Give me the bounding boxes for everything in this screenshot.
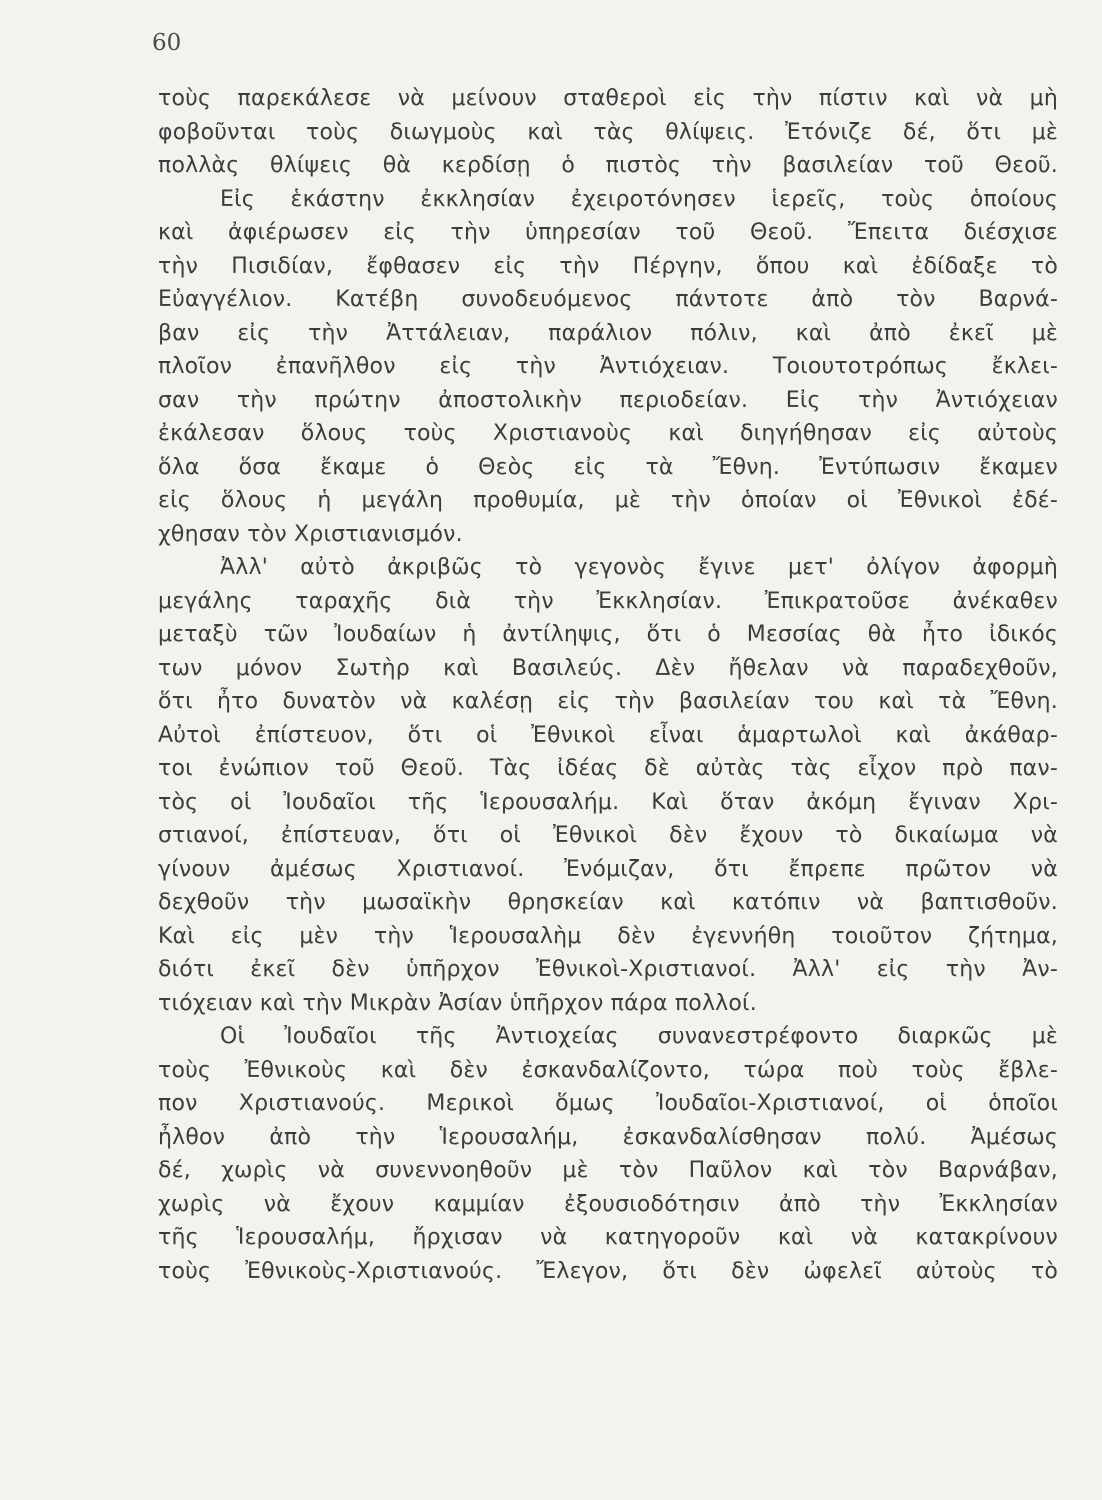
text-line: πλοῖον ἐπανῆλθον εἰς τὴν Ἀντιόχειαν. Τοιουτοτρόπως ἔκλει- <box>158 354 1058 379</box>
text-line: τιόχειαν καὶ τὴν Μικρὰν Ἀσίαν ὑπῆρχον πάρα πολλοί. <box>158 990 757 1016</box>
text-line: χθησαν τὸν Χριστιανισμόν. <box>158 521 463 547</box>
text-line: ἦλθον ἀπὸ τὴν Ἱερουσαλήμ, ἐσκανδαλίσθησαν πολύ. Ἀμέσως <box>158 1124 1058 1150</box>
text-line: στιανοί, ἐπίστευαν, ὅτι οἱ Ἐθνικοὶ δὲν ἔχουν τὸ δικαίωμα νὰ <box>158 823 1058 848</box>
text-line: πολλὰς θλίψεις θὰ κερδίσῃ ὁ πιστὸς τὴν βασιλείαν τοῦ Θεοῦ. <box>158 153 1058 178</box>
text-line: γίνουν ἀμέσως Χριστιανοί. Ἐνόμιζαν, ὅτι ἔπρεπε πρῶτον νὰ <box>158 856 1058 882</box>
text-line: μεταξὺ τῶν Ἰουδαίων ἡ ἀντίληψις, ὅτι ὁ Μεσσίας θὰ ἦτο ἰδικός <box>158 622 1058 647</box>
text-line: Αὐτοὶ ἐπίστευον, ὅτι οἱ Ἐθνικοὶ εἶναι ἁμαρτωλοὶ καὶ ἀκάθαρ- <box>158 722 1058 748</box>
text-line: δέ, χωρὶς νὰ συνεννοηθοῦν μὲ τὸν Παῦλον καὶ τὸν Βαρνάβαν, <box>158 1158 1058 1183</box>
text-line: μεγάλης ταραχῆς διὰ τὴν Ἐκκλησίαν. Ἐπικρατοῦσε ἀνέκαθεν <box>158 588 1058 614</box>
body-text <box>158 82 1058 1288</box>
text-line: βαν εἰς τὴν Ἀττάλειαν, παράλιον πόλιν, καὶ ἀπὸ ἐκεῖ μὲ <box>158 320 1058 346</box>
text-line: τὴν Πισιδίαν, ἔφθασεν εἰς τὴν Πέργην, ὅπου καὶ ἐδίδαξε τὸ <box>158 253 1058 279</box>
text-line: καὶ ἀφιέρωσεν εἰς τὴν ὑπηρεσίαν τοῦ Θεοῦ. Ἔπειτα διέσχισε <box>158 220 1058 245</box>
text-line: τῆς Ἱερουσαλήμ, ἤρχισαν νὰ κατηγοροῦν καὶ νὰ κατακρίνουν <box>158 1225 1058 1250</box>
text-line: Εὐαγγέλιον. Κατέβη συνοδευόμενος πάντοτε ἀπὸ τὸν Βαρνά- <box>158 287 1058 312</box>
text-line: ὅλα ὅσα ἔκαμε ὁ Θεὸς εἰς τὰ Ἔθνη. Ἐντύπωσιν ἔκαμεν <box>158 454 1058 480</box>
text-line: των μόνον Σωτὴρ καὶ Βασιλεύς. Δὲν ἤθελαν νὰ παραδεχθοῦν, <box>158 655 1058 681</box>
text-line: τοὺς Ἐθνικοὺς-Χριστιανούς. Ἔλεγον, ὅτι δὲν ὠφελεῖ αὐτοὺς τὸ <box>158 1258 1058 1284</box>
text-line: Εἰς ἑκάστην ἐκκλησίαν ἐχειροτόνησεν ἱερεῖς, τοὺς ὁποίους <box>220 186 1058 212</box>
page-number: 60 <box>152 30 182 56</box>
text-line: σαν τὴν πρώτην ἀποστολικὴν περιοδείαν. Εἰς τὴν Ἀντιόχειαν <box>158 387 1058 413</box>
text-line: εἰς ὅλους ἡ μεγάλη προθυμία, μὲ τὴν ὁποίαν οἱ Ἐθνικοὶ ἐδέ- <box>158 488 1058 513</box>
text-line: διότι ἐκεῖ δὲν ὑπῆρχον Ἐθνικοὶ-Χριστιανοί. Ἀλλ' εἰς τὴν Ἀν- <box>158 957 1058 982</box>
text-line: ὅτι ἦτο δυνατὸν νὰ καλέσῃ εἰς τὴν βασιλείαν του καὶ τὰ Ἔθνη. <box>158 689 1058 714</box>
text-line: τὸς οἱ Ἰουδαῖοι τῆς Ἱερουσαλήμ. Καὶ ὅταν ἀκόμη ἔγιναν Χρι- <box>158 789 1058 815</box>
text-line: τοὺς Ἐθνικοὺς καὶ δὲν ἐσκανδαλίζοντο, τώρα ποὺ τοὺς ἔβλε- <box>158 1057 1058 1083</box>
text-line: Οἱ Ἰουδαῖοι τῆς Ἀντιοχείας συνανεστρέφοντο διαρκῶς μὲ <box>220 1024 1058 1049</box>
text-line: τοὺς παρεκάλεσε νὰ μείνουν σταθεροὶ εἰς τὴν πίστιν καὶ νὰ μὴ <box>158 86 1058 111</box>
text-line: ἐκάλεσαν ὅλους τοὺς Χριστιανοὺς καὶ διηγήθησαν εἰς αὐτοὺς <box>158 421 1058 446</box>
text-line: πον Χριστιανούς. Μερικοὶ ὅμως Ἰουδαῖοι-Χριστιανοί, οἱ ὁποῖοι <box>158 1091 1058 1116</box>
text-line: χωρὶς νὰ ἔχουν καμμίαν ἐξουσιοδότησιν ἀπὸ τὴν Ἐκκλησίαν <box>158 1191 1058 1217</box>
text-line: δεχθοῦν τὴν μωσαϊκὴν θρησκείαν καὶ κατόπιν νὰ βαπτισθοῦν. <box>158 890 1058 915</box>
text-line: φοβοῦνται τοὺς διωγμοὺς καὶ τὰς θλίψεις. Ἐτόνιζε δέ, ὅτι μὲ <box>158 119 1058 145</box>
text-line: τοι ἐνώπιον τοῦ Θεοῦ. Τὰς ἰδέας δὲ αὐτὰς τὰς εἶχον πρὸ παν- <box>158 756 1058 781</box>
text-line: Ἀλλ' αὐτὸ ἀκριβῶς τὸ γεγονὸς ἔγινε μετ' ὀλίγον ἀφορμὴ <box>220 555 1058 580</box>
text-line: Καὶ εἰς μὲν τὴν Ἱερουσαλὴμ δὲν ἐγεννήθη τοιοῦτον ζήτημα, <box>158 923 1058 949</box>
